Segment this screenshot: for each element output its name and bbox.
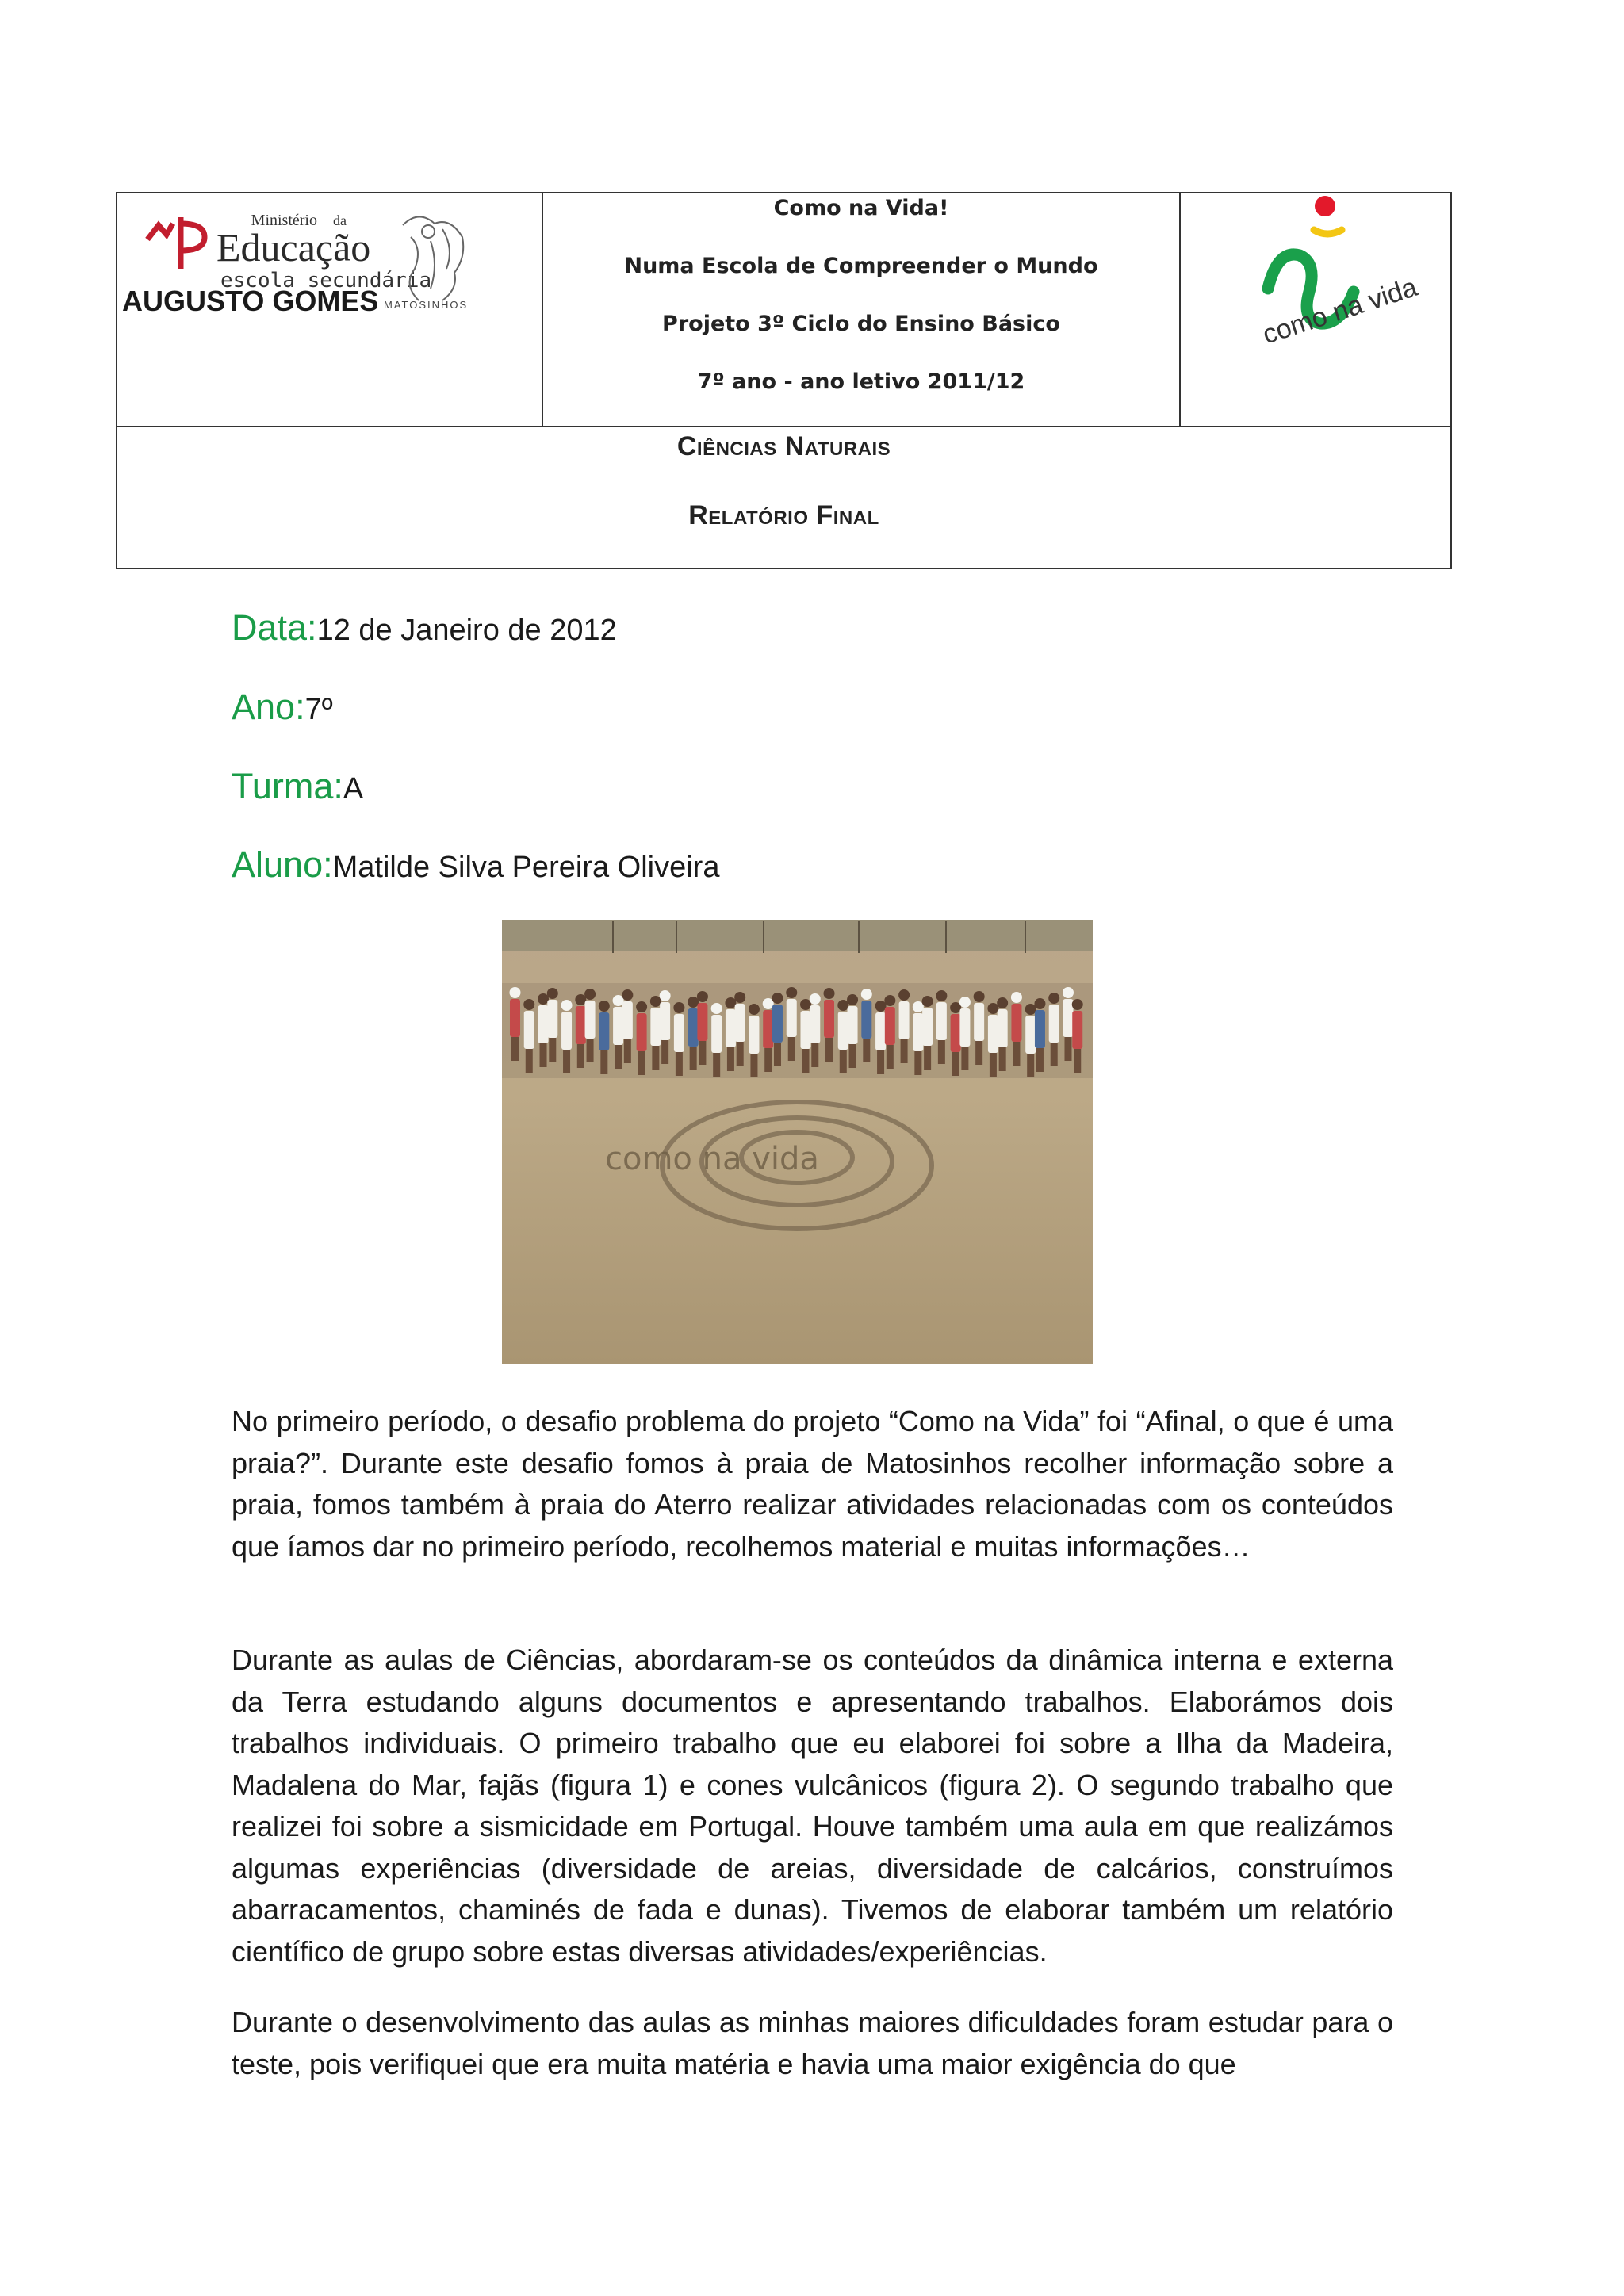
person-figure [613, 1007, 623, 1045]
person-legs [526, 1049, 533, 1073]
person-legs [549, 1038, 556, 1062]
person-legs [699, 1041, 706, 1065]
person-head [837, 1000, 848, 1011]
paragraph-3: Durante o desenvolvimento das aulas as minhas maiores dificuldades foram estudar para o teste, pois verifiquei que era muita matéria e havia uma maior exigência do que [232, 2006, 1393, 2080]
person-legs [901, 1039, 908, 1063]
person-legs [750, 1054, 757, 1077]
person-head [510, 987, 521, 998]
person-figure [772, 1004, 783, 1043]
person-head [875, 1001, 887, 1012]
project-subtitle: Numa Escola de Compreender o Mundo [624, 254, 1098, 278]
person-legs [1027, 1054, 1034, 1077]
person-head [673, 1002, 684, 1013]
person-head [884, 995, 895, 1006]
person-figure [922, 1008, 933, 1046]
person-figure [974, 1003, 984, 1041]
person-legs [914, 1051, 921, 1075]
person-figure [787, 999, 797, 1037]
person-figure [1063, 999, 1073, 1037]
person-head [613, 995, 624, 1006]
person-figure [585, 1001, 596, 1039]
field-value: 7º [304, 693, 333, 726]
person-figure [1025, 1016, 1036, 1054]
paragraph-2: Durante as aulas de Ciências, abordaram-se os conteúdos da dinâmica interna e externa da Terra estudando alguns documentos e apresentando trabalhos. Elaborámos dois trabalhos individuais. O primeiro trabalho que eu elaborei foi sobre a Ilha da Madeira, Madalena do Mar, fajãs (figura 1) e cones vulcânicos (figura 2). O segundo trabalho que realizei foi sobre a sismicidade em Portugal. Houve também uma aula em que realizámos algumas experiências (diversidade de areias, diversidade de calcários, construímos abarracamentos, chaminés de fada e dunas). Tivemos de elaborar também um relatório científico de grupo sobre estas diversas atividades/experiências. [232, 1644, 1393, 1968]
person-head [725, 997, 736, 1008]
person-head [997, 997, 1008, 1008]
person-legs [600, 1050, 607, 1074]
person-figure [824, 1000, 834, 1038]
field-value: A [343, 772, 364, 806]
person-figure [674, 1014, 684, 1052]
person-head [749, 1004, 760, 1015]
person-legs [938, 1040, 945, 1064]
person-legs [764, 1048, 772, 1072]
person-head [697, 991, 708, 1002]
paragraph-1: No primeiro período, o desafio problema do projeto “Como na Vida” foi “Afinal, o que é uma praia?”. Durante este desafio fomos à praia de Matosinhos recolher informação sobre a praia, fomos também à praia do Aterro realizar atividades relacionadas com os conteúdos que íamos dar no primeiro período, recolhemos material e muitas informações… [232, 1405, 1393, 1563]
person-legs [825, 1038, 833, 1062]
field-label: Turma: [232, 766, 343, 806]
person-figure [838, 1012, 848, 1050]
person-legs [540, 1043, 547, 1067]
project-logo-cell [1181, 193, 1452, 426]
report-title: Relatório Final [688, 500, 879, 530]
person-head [824, 988, 835, 999]
person-legs [1036, 1048, 1044, 1072]
person-figure [875, 1012, 886, 1050]
person-legs [877, 1050, 884, 1074]
person-figure [1049, 1004, 1059, 1043]
person-figure [988, 1015, 998, 1053]
person-head [913, 1001, 924, 1012]
person-legs [774, 1043, 781, 1066]
field-class [232, 766, 363, 807]
person-head [898, 989, 910, 1001]
person-legs [615, 1045, 622, 1069]
person-figure [726, 1009, 736, 1047]
person-figure [749, 1016, 759, 1054]
person-figure [576, 1006, 586, 1044]
field-year [232, 687, 333, 728]
person-figure [711, 1015, 722, 1053]
person-figure [998, 1009, 1008, 1047]
school-logo [117, 193, 542, 426]
person-legs [802, 1049, 810, 1073]
person-legs [990, 1053, 997, 1077]
field-label: Ano: [232, 687, 305, 727]
person-legs [1074, 1049, 1081, 1073]
como-na-vida-logo [1181, 193, 1450, 426]
person-legs [849, 1044, 856, 1068]
project-title: Como na Vida! [773, 196, 949, 220]
person-legs [624, 1039, 631, 1063]
person-legs [661, 1040, 668, 1064]
person-figure [885, 1007, 895, 1045]
person-head [584, 989, 596, 1000]
person-legs [563, 1050, 570, 1073]
person-head [711, 1003, 722, 1014]
person-figure [848, 1006, 858, 1044]
school-logo-cell [117, 193, 543, 426]
subject-title: Ciências Naturais [676, 431, 891, 461]
person-head [622, 989, 633, 1001]
person-figure [763, 1010, 773, 1048]
person-head [763, 998, 774, 1009]
person-legs [975, 1041, 982, 1065]
person-figure [622, 1001, 633, 1039]
field-date [232, 607, 617, 649]
sand-writing: como na vida [605, 1141, 819, 1177]
person-figure [650, 1008, 661, 1046]
person-head [660, 990, 671, 1001]
person-head [734, 992, 745, 1003]
person-legs [737, 1042, 744, 1066]
person-figure [660, 1002, 670, 1040]
person-head [688, 997, 699, 1008]
person-head [1048, 993, 1059, 1004]
person-head [950, 1002, 961, 1013]
person-legs [652, 1046, 659, 1070]
person-figure [1072, 1011, 1082, 1049]
person-legs [811, 1043, 818, 1067]
person-figure [801, 1011, 811, 1049]
svg-text:Ministério: Ministério [251, 212, 317, 229]
school-year: 7º ano - ano letivo 2011/12 [697, 369, 1025, 394]
person-figure [697, 1003, 707, 1041]
person-figure [936, 1002, 947, 1040]
person-head [1034, 998, 1045, 1009]
person-head [1063, 987, 1074, 998]
person-figure [637, 1013, 647, 1051]
person-figure [1035, 1010, 1045, 1048]
me-logo-icon [147, 217, 205, 269]
field-value: 12 de Janeiro de 2012 [316, 614, 617, 647]
person-legs [638, 1051, 645, 1075]
person-figure [688, 1008, 699, 1047]
person-head [538, 993, 549, 1004]
header-table [116, 192, 1452, 569]
person-legs [587, 1039, 594, 1062]
svg-text:AUGUSTO GOMES: AUGUSTO GOMES [122, 285, 379, 317]
beach-photo-drawing [502, 920, 1093, 1364]
person-figure [951, 1014, 961, 1052]
person-head [1072, 999, 1083, 1010]
person-legs [713, 1053, 720, 1077]
person-figure [899, 1001, 910, 1039]
person-head [636, 1001, 647, 1012]
person-head [650, 996, 661, 1007]
person-legs [952, 1052, 959, 1076]
person-legs [924, 1046, 931, 1070]
person-head [1011, 992, 1022, 1003]
person-legs [676, 1052, 683, 1076]
person-legs [999, 1047, 1006, 1071]
person-legs [1064, 1037, 1071, 1061]
person-head [959, 997, 971, 1008]
person-head [599, 1001, 610, 1012]
field-student [232, 844, 719, 886]
person-head [786, 987, 797, 998]
field-label: Data: [232, 607, 317, 648]
person-figure [538, 1005, 549, 1043]
person-figure [913, 1013, 923, 1051]
field-label: Aluno: [232, 844, 333, 885]
person-legs [863, 1039, 870, 1062]
person-head [987, 1003, 998, 1014]
person-legs [788, 1037, 795, 1061]
person-head [561, 1000, 573, 1011]
person-head [810, 993, 821, 1004]
person-head [800, 999, 811, 1010]
person-figure [510, 999, 520, 1037]
person-head [974, 991, 985, 1002]
person-legs [577, 1044, 584, 1068]
person-head [772, 993, 783, 1004]
header-top-row [117, 193, 1450, 427]
project-cycle: Projeto 3º Ciclo do Ensino Básico [662, 312, 1060, 336]
person-head [861, 989, 872, 1000]
person-head [1025, 1004, 1036, 1015]
person-legs [1051, 1043, 1058, 1066]
svg-text:escola secundária: escola secundária [220, 269, 432, 293]
person-legs [840, 1050, 847, 1073]
project-info-cell [543, 193, 1181, 426]
svg-text:MATOSINHOS: MATOSINHOS [384, 299, 469, 311]
person-head [936, 990, 947, 1001]
beach-group-photo [502, 920, 1093, 1364]
person-head [847, 994, 858, 1005]
field-value: Matilde Silva Pereira Oliveira [332, 851, 720, 884]
person-legs [690, 1047, 697, 1070]
person-head [547, 988, 558, 999]
person-figure [561, 1012, 572, 1050]
person-figure [959, 1008, 970, 1047]
svg-text:como na vida: como na vida [1258, 271, 1421, 350]
person-head [523, 999, 534, 1010]
person-figure [810, 1005, 820, 1043]
person-figure [861, 1001, 871, 1039]
person-legs [511, 1037, 519, 1061]
svg-text:da: da [333, 212, 347, 228]
person-figure [599, 1012, 609, 1050]
svg-text:Educação: Educação [216, 225, 371, 270]
person-head [922, 996, 933, 1007]
person-legs [961, 1047, 968, 1070]
person-figure [524, 1011, 534, 1049]
person-legs [887, 1045, 894, 1069]
person-figure [1011, 1004, 1021, 1042]
person-legs [727, 1047, 734, 1071]
person-figure [735, 1004, 745, 1042]
person-legs [1013, 1042, 1020, 1066]
header-bottom-row [117, 427, 1450, 569]
person-figure [547, 1000, 557, 1038]
person-head [575, 994, 586, 1005]
